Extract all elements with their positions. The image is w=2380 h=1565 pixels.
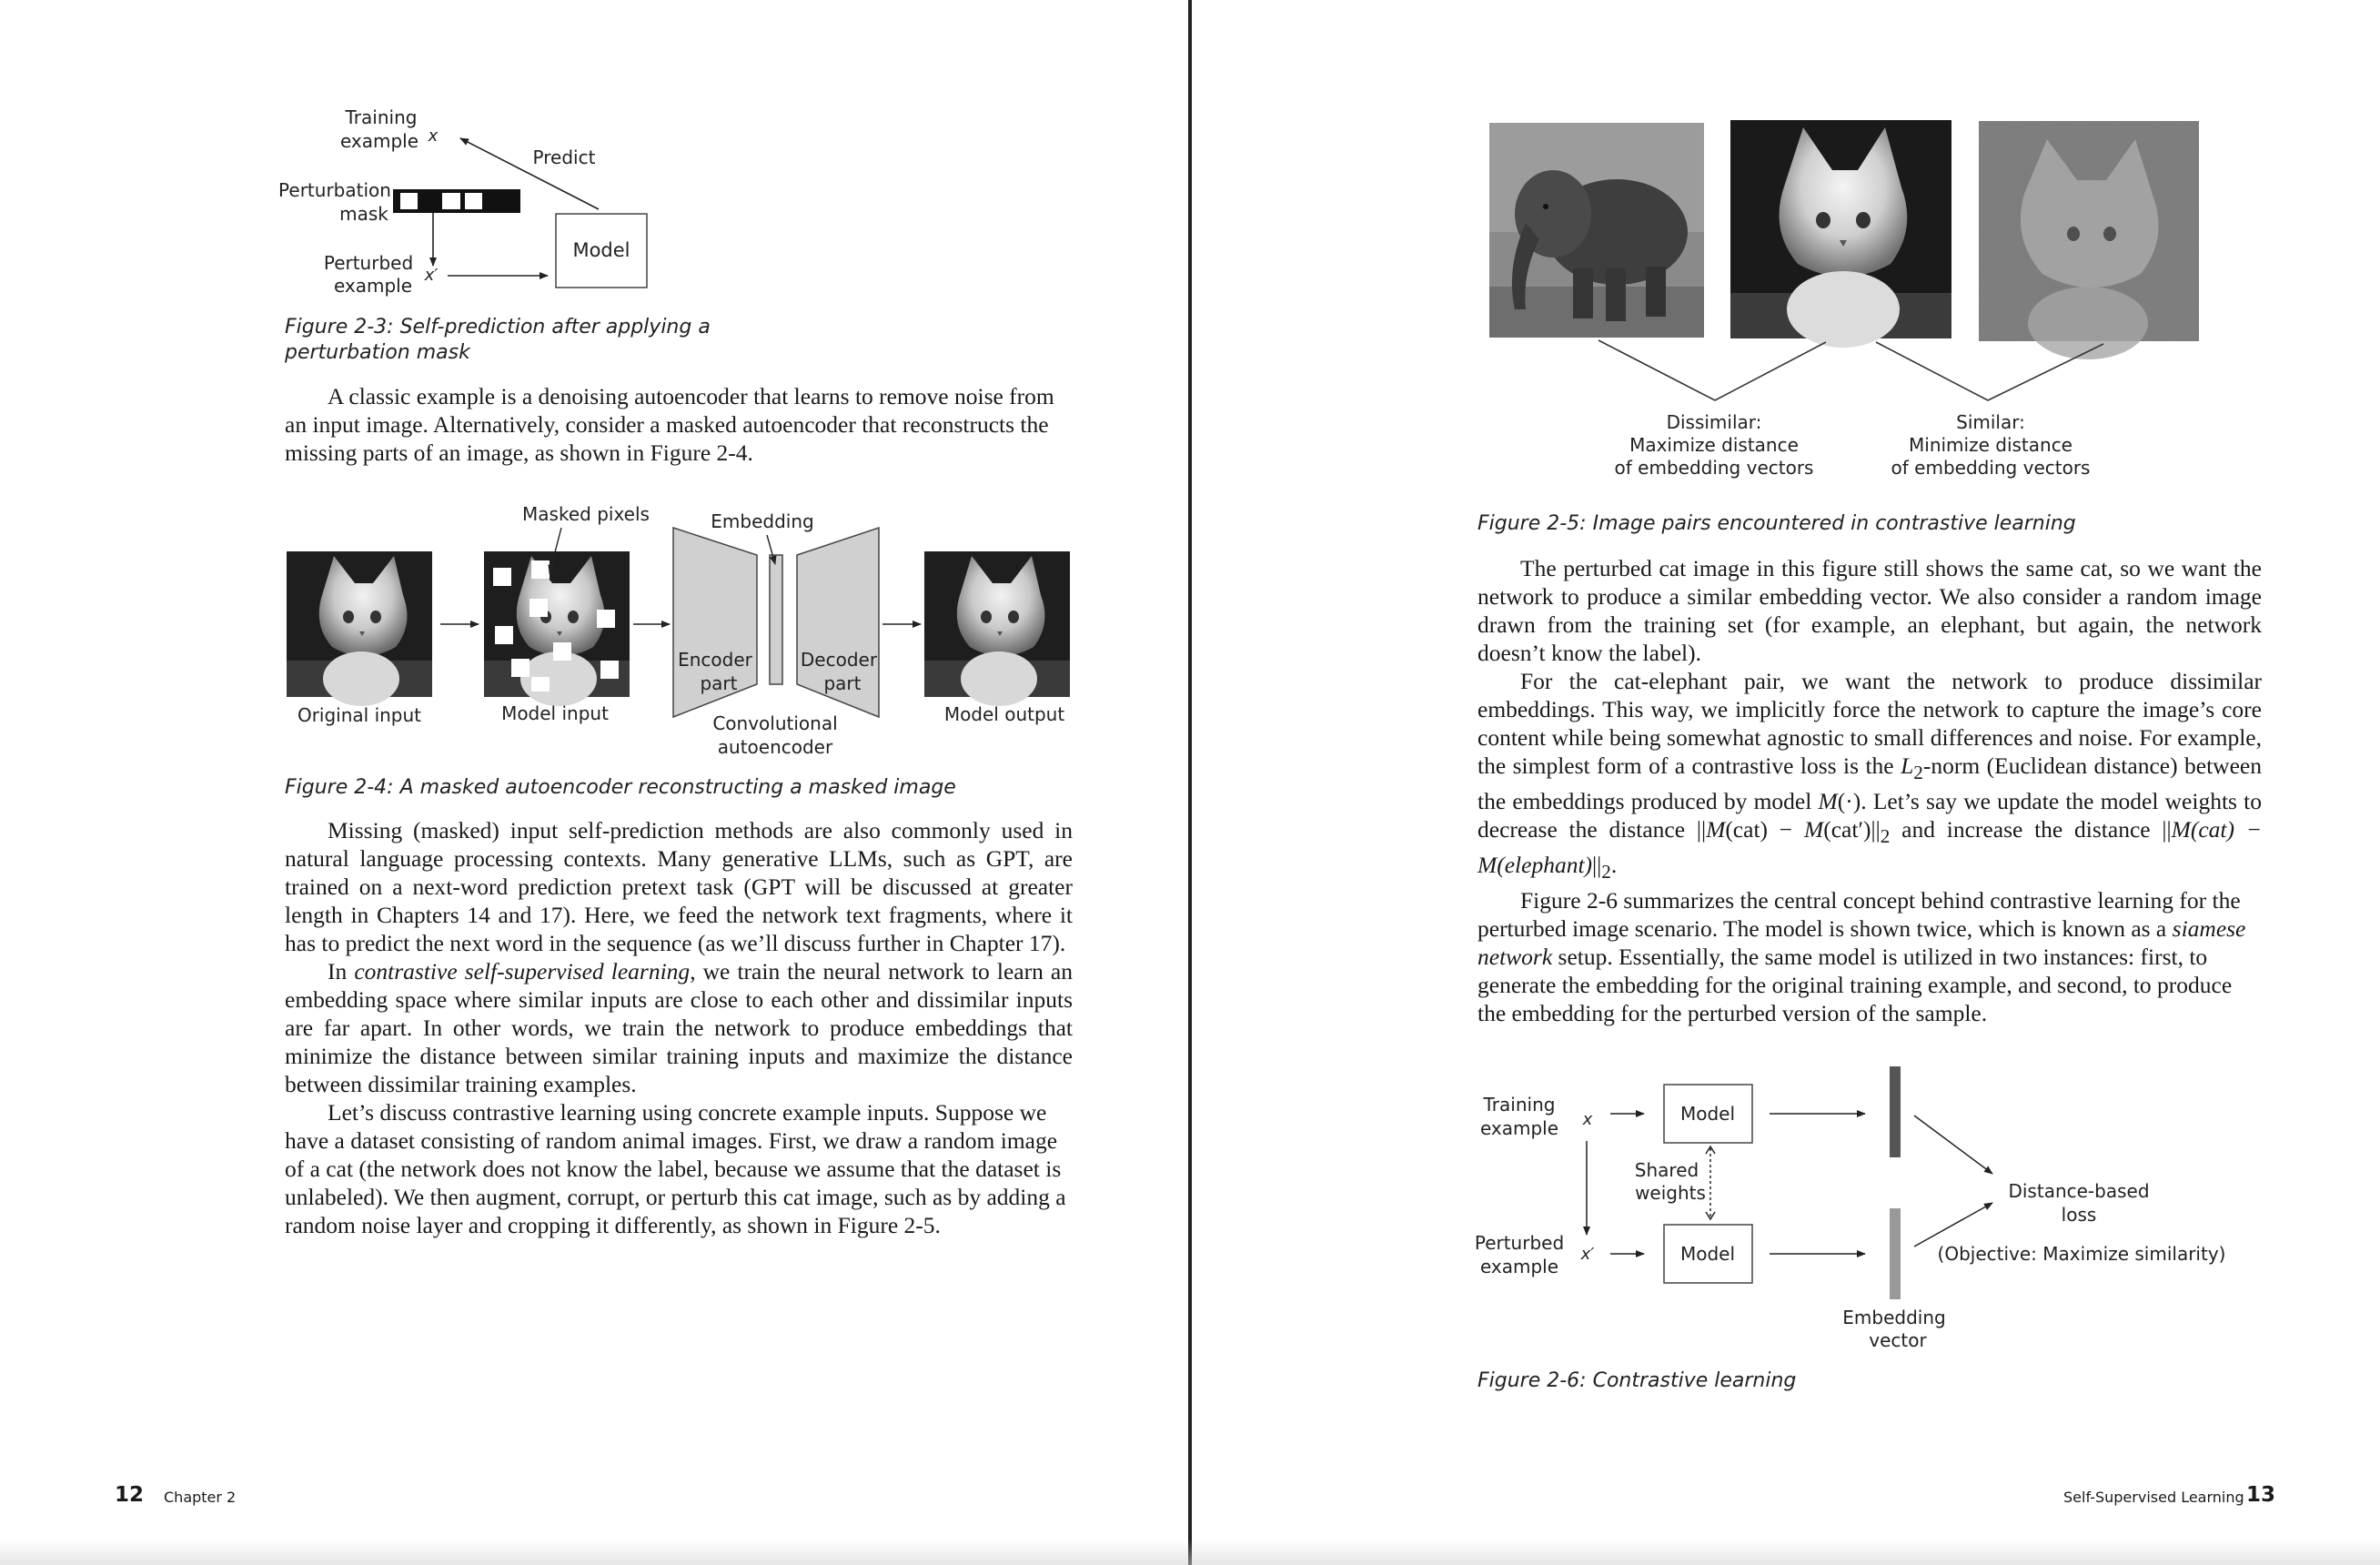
- right-paragraph-2: For the cat-elephant pair, we want the network to produce dissimilar embeddings. This way, we implicitly force the network to capture the image’s core content while being somewhat agnostic to small differences and noise. For example, the simplest form of a contrastive loss is the $L_2$-norm (Euclidean distance) between the embeddings produced by model M(·). Let’s say we update the model weights to decrease the distance $||M(cat) - M(cat')||_2$ and increase the distance $||M(cat) - M(elephant)||_2$.: [1477, 668, 2263, 883]
- right-paragraph-3: Figure 2-6 summarizes the central concept behind contrastive learning for the perturbed image scenario. The model is shown twice, which is known as a siamese network setup. Essentially, the same model is utilized in two instances: first, to generate the embedding for the original training example, and second, to produce the embedding for the perturbed version of the sample.: [1477, 887, 2246, 1027]
- page-bottom-shadow: [0, 1540, 2380, 1565]
- figure-2-3-caption: Figure 2-3: Self-prediction after applying a perturbation mask: [285, 316, 711, 364]
- fig24-conv-label-2: autoencoder: [717, 736, 833, 758]
- fig25-dissimilar-label-3: of embedding vectors: [1614, 457, 1814, 479]
- right-paragraph-1: The perturbed cat image in this figure still shows the same cat, so we want the network to produce a similar embedding vector. We also consider a random image drawn from the training set (for example, an elephant, but again, the network doesn’t know the label).: [1477, 555, 2262, 666]
- fig25-similar-label-3: of embedding vectors: [1891, 457, 2091, 479]
- fig24-decoder-label-2: part: [823, 672, 862, 694]
- fig26-loss-label-2: loss: [2061, 1204, 2097, 1226]
- fig26-objective-label: (Objective: Maximize similarity): [1937, 1243, 2226, 1265]
- embedding-vector-bottom: [1890, 1208, 1901, 1299]
- fig24-encoder-label-1: Encoder: [678, 649, 752, 671]
- fig25-similar-label-2: Minimize distance: [1909, 434, 2072, 456]
- fig24-model-input-label: Model input: [501, 702, 609, 724]
- fig23-perturbed-label-1: Perturbed: [323, 252, 414, 274]
- right-page-number: 13: [2246, 1483, 2276, 1507]
- fig23-predict-label: Predict: [532, 146, 596, 168]
- fig25-dissimilar-label-1: Dissimilar:: [1666, 411, 1762, 433]
- fig23-perturbed-label-2: example: [333, 275, 413, 297]
- left-paragraph-3: In contrastive self-supervised learning, we train the neural network to learn an embedding space where similar inputs are close to each other and dissimilar inputs are far apart. In other words, we train the network to produce embeddings that minimize the distance between similar training inputs and maximize the distance between dissimilar training examples.: [285, 958, 1073, 1097]
- fig25-dissimilar-label-2: Maximize distance: [1629, 434, 1799, 456]
- fig23-var-xprime: x′: [424, 266, 439, 285]
- fig26-embedding-label-2: vector: [1869, 1329, 1927, 1351]
- right-page: [1192, 0, 2380, 1565]
- left-body-text: [285, 816, 1073, 1239]
- right-body-text: [1477, 554, 2262, 1027]
- perturbation-mask-bar: [393, 189, 520, 213]
- left-page-number: 12: [115, 1483, 145, 1507]
- fig26-var-x: x: [1582, 1110, 1593, 1129]
- fig23-var-x: x: [428, 126, 439, 146]
- perturbed-cat-image: [1979, 121, 2199, 359]
- left-paragraph-2: Missing (masked) input self-prediction methods are also commonly used in natural language processing contexts. Many generative LLMs, such as GPT, are trained on a next-word prediction pretext task (GPT will be discussed at greater length in Chapters 14 and 17). Here, we feed the network text fragments, where it has to predict the next word in the sequence (as we’ll discuss further in Chapter 17).: [285, 817, 1073, 956]
- pair-connector-lines: [1598, 340, 2103, 400]
- left-running-head: Chapter 2: [164, 1489, 237, 1506]
- fig26-training-label-1: Training: [1483, 1094, 1556, 1116]
- original-input-image: [287, 551, 432, 706]
- fig26-shared-label-2: weights: [1635, 1182, 1706, 1204]
- fig26-model-bottom-label: Model: [1679, 1243, 1736, 1265]
- fig23-mask-label-2: mask: [339, 203, 388, 225]
- figure-2-5-caption: Figure 2-5: Image pairs encountered in contrastive learning: [1477, 512, 2076, 535]
- fig26-training-label-2: example: [1479, 1117, 1559, 1139]
- fig24-masked-pixels-label: Masked pixels: [522, 503, 650, 525]
- fig24-original-input-label: Original input: [297, 704, 422, 726]
- figure-2-6: [1192, 1046, 2380, 1374]
- cat-image: [1730, 120, 1951, 348]
- fig24-embedding-label: Embedding: [711, 510, 814, 532]
- fig24-model-output-label: Model output: [943, 703, 1065, 725]
- fig23-model-label: Model: [572, 239, 630, 261]
- embedding-vector-top: [1890, 1066, 1901, 1157]
- left-paragraph-1: A classic example is a denoising autoencoder that learns to remove noise from an input image. Alternatively, consider a masked autoencoder that reconstructs the missing parts of an image, as shown in Figure 2-4.: [285, 383, 1054, 466]
- fig24-encoder-label-2: part: [700, 672, 738, 694]
- fig24-decoder-label-1: Decoder: [800, 649, 878, 671]
- fig23-training-label-2: example: [339, 130, 419, 152]
- figure-2-4: [0, 491, 1188, 782]
- model-input-image: [484, 551, 630, 706]
- fig26-shared-label-1: Shared: [1634, 1159, 1699, 1181]
- fig23-mask-label-1: Perturbation: [278, 179, 391, 201]
- left-paragraph-4: Let’s discuss contrastive learning using concrete example inputs. Suppose we have a dataset consisting of random animal images. First, we draw a random image of a cat (the network does not know the label, because we assume that the dataset is unlabeled). We then augment, corrupt, or perturb this cat image, such as by adding a random noise layer and cropping it differently, as shown in Figure 2-5.: [285, 1099, 1066, 1238]
- left-page: [0, 0, 1188, 1565]
- model-output-image: [924, 551, 1070, 706]
- right-running-head: Self-Supervised Learning: [2063, 1489, 2244, 1506]
- fig23-training-label-1: Training: [345, 106, 418, 128]
- fig24-conv-label-1: Convolutional: [712, 712, 838, 734]
- figure-2-5: [1192, 0, 2380, 510]
- elephant-image: [1489, 123, 1704, 338]
- figure-2-4-caption: Figure 2-4: A masked autoencoder reconstructing a masked image: [285, 776, 956, 799]
- bottom-embedding-to-loss-arrow: [1914, 1203, 1992, 1247]
- fig26-model-top-label: Model: [1679, 1103, 1736, 1125]
- embedding-bar: [770, 555, 782, 684]
- fig26-var-xprime: x′: [1580, 1245, 1595, 1264]
- fig26-embedding-label-1: Embedding: [1842, 1307, 1946, 1328]
- fig26-perturbed-label-1: Perturbed: [1474, 1232, 1565, 1254]
- fig25-similar-label-1: Similar:: [1956, 411, 2025, 433]
- fig26-perturbed-label-2: example: [1479, 1256, 1559, 1277]
- fig26-loss-label-1: Distance-based: [2008, 1180, 2150, 1202]
- figure-2-6-caption: Figure 2-6: Contrastive learning: [1477, 1369, 1797, 1392]
- top-embedding-to-loss-arrow: [1914, 1116, 1992, 1174]
